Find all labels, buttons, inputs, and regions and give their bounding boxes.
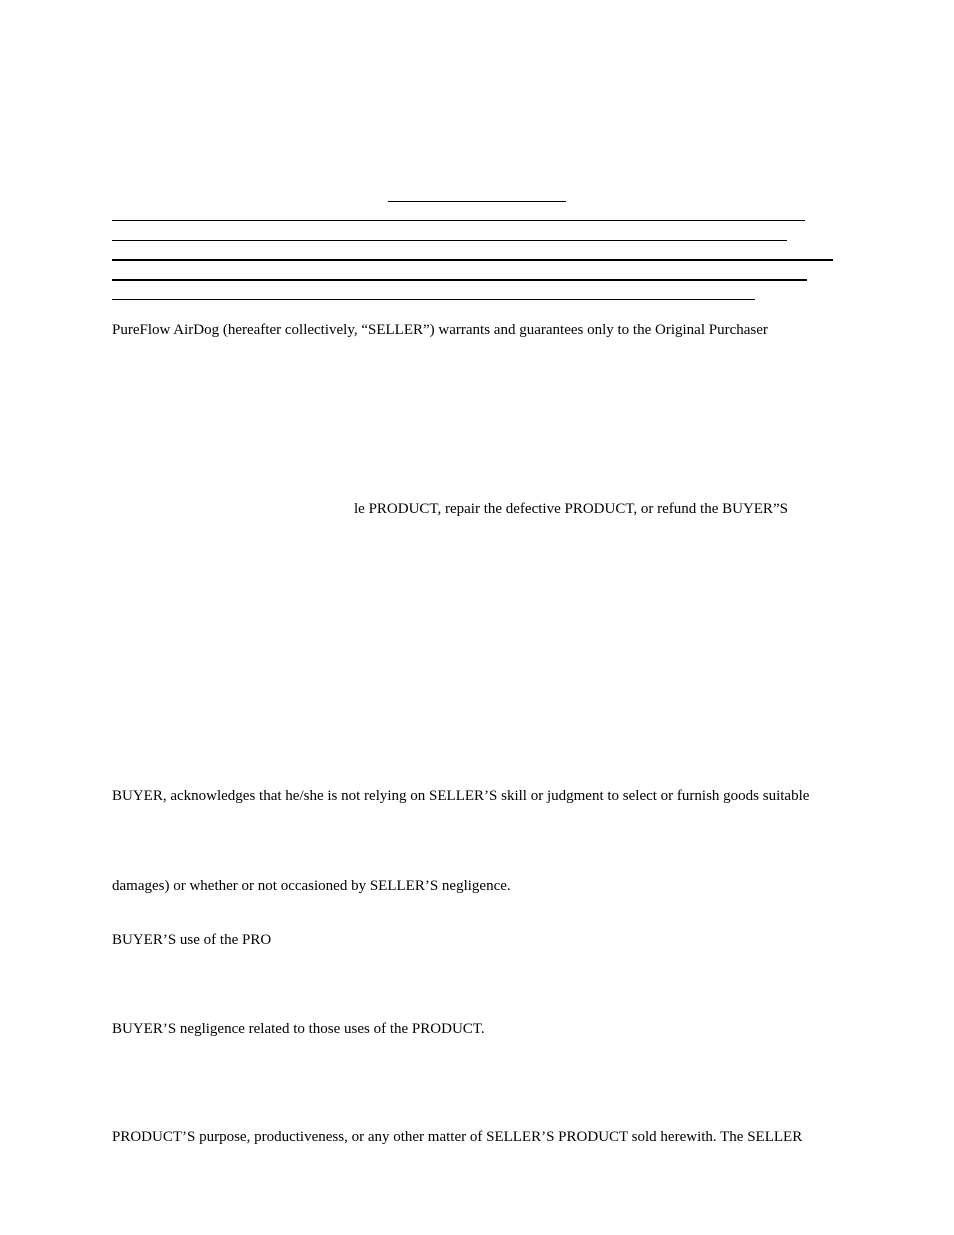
header-rule-5 bbox=[112, 299, 755, 300]
header-rule-2 bbox=[112, 240, 787, 241]
buyer-negligence-line: BUYER’S negligence related to those uses of the PRODUCT. bbox=[112, 1021, 485, 1037]
header-rule-4 bbox=[112, 279, 807, 281]
negligence-damages-line: damages) or whether or not occasioned by SELLER’S negligence. bbox=[112, 878, 511, 894]
buyer-acknowledgment-line: BUYER, acknowledges that he/she is not relying on SELLER’S skill or judgment to select or furnish goods suitable bbox=[112, 788, 810, 804]
title-underline bbox=[388, 201, 566, 202]
buyer-use-line: BUYER’S use of the PRO bbox=[112, 932, 272, 948]
header-rule-1 bbox=[112, 220, 805, 221]
product-purpose-line: PRODUCT’S purpose, productiveness, or any other matter of SELLER’S PRODUCT sold herewith. The SELLER bbox=[112, 1129, 803, 1145]
warranty-intro-line: PureFlow AirDog (hereafter collectively, “SELLER”) warrants and guarantees only to the Original Purchaser bbox=[112, 322, 768, 338]
header-rule-3 bbox=[112, 259, 833, 261]
remedy-line: le PRODUCT, repair the defective PRODUCT, or refund the BUYER”S bbox=[354, 501, 788, 517]
